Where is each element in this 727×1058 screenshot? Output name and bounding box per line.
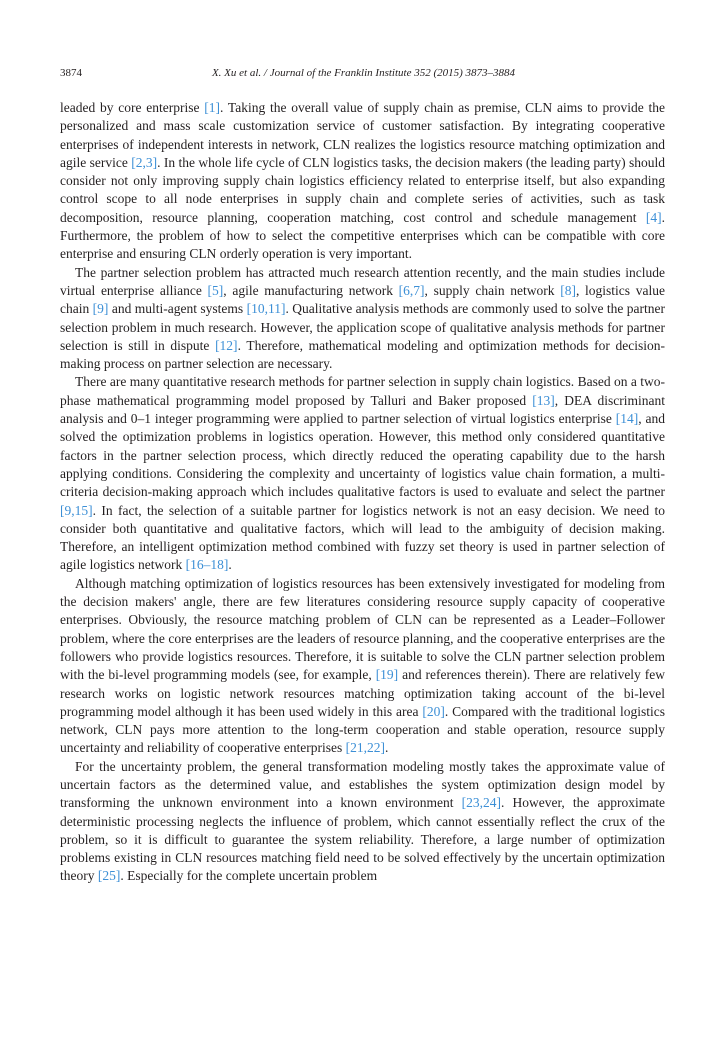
citation-link[interactable]: [2,3]	[131, 154, 158, 170]
paragraph-text: .	[228, 557, 232, 573]
citation-link[interactable]: [19]	[375, 667, 399, 683]
citation-link[interactable]: [8]	[560, 282, 576, 298]
paragraph-text: . Compared with the traditional logistics network, CLN pays more attention to the long-term cooperation and stable operation, resource supply uncertainty and reliability of cooperative enterprises	[60, 703, 666, 756]
citation-link[interactable]: [9]	[92, 301, 109, 317]
paragraph-text: . Especially for the complete uncertain problem	[120, 868, 378, 884]
running-head: X. Xu et al. / Journal of the Franklin Institute 352 (2015) 3873–3884	[211, 67, 516, 79]
citation-link[interactable]: [13]	[532, 392, 555, 408]
page-header	[60, 67, 667, 85]
paragraph-text: . However, the approximate deterministic processing neglects the influence of problem, which cannot essentially reflect the crux of the problem, so it is difficult to guarantee the system reliability. Therefore, a large number of optimization problems existing in CLN resources matching field need to be solved effectively by the uncertain optimization theory	[60, 795, 666, 884]
paragraph	[60, 758, 665, 886]
citation-link[interactable]: [1]	[204, 100, 221, 115]
paragraph-text: . Qualitative analysis methods are commonly used to solve the partner selection problem in much research. However, the application scope of qualitative analysis methods for partner selection is still in dispute	[60, 301, 666, 353]
citation-link[interactable]: [5]	[207, 282, 224, 298]
paragraph-text: , supply chain network	[424, 282, 561, 298]
citation-link[interactable]: [14]	[615, 411, 639, 427]
paragraph-text: , DEA discriminant analysis and 0–1 integer programming were applied to partner selection of virtual logistics enterprise	[60, 392, 665, 427]
citation-link[interactable]: [9,15]	[60, 502, 93, 518]
paragraph-text: leaded by core enterprise	[60, 100, 205, 115]
paragraph-text: . In the whole life cycle of CLN logistics tasks, the decision makers (the leading party) should consider not only improving supply chain logistics efficiency related to enterprise itself, but also expanding control scope to all node enterprises in supply chain and complete series of activities, such as task decomposition, resource planning, cooperation matching, cost control and schedule management	[60, 154, 665, 225]
paragraph-text: . Taking the overall value of supply chain as premise, CLN aims to provide the personalized and mass scale customization service of customer satisfaction. By integrating cooperative enterprises of independent interests in network, CLN realizes the logistics resource matching optimization and agile service	[60, 100, 665, 170]
citation-link[interactable]: [4]	[645, 209, 662, 225]
body-text	[60, 99, 665, 886]
paragraph	[60, 373, 665, 574]
paragraph-text: Although matching optimization of logistics resources has been extensively investigated for modeling from the decision makers' angle, there are few literatures considering resource supply capacity of cooperative enterprises. Obviously, the resource matching problem of CLN can be represented as a Leader–Follower problem, where the core enterprises are the leaders of resource planning, and the cooperative enterprises are the followers who provide logistics resources. Therefore, it is suitable to solve the CLN partner selection problem with the bi-level programming models (see, for example,	[60, 575, 665, 683]
paragraph-text: and multi-agent systems	[108, 301, 247, 317]
citation-link[interactable]: [23,24]	[461, 795, 501, 811]
paragraph-text: and references therein). There are relatively few research works on logistic network resources matching optimization taking account of the bi-level programming model although it has been used widely in this area	[60, 667, 665, 719]
paragraph-text: The partner selection problem has attracted much research attention recently, and the main studies include virtual enterprise alliance	[60, 264, 665, 298]
paragraph-text: .	[385, 740, 389, 756]
paragraph-text: . Furthermore, the problem of how to select the competitive enterprises which can be compatible with core enterprise and ensuring CLN orderly operation is very important.	[60, 209, 665, 262]
paragraph-text: , logistics value chain	[60, 282, 665, 317]
page-number: 3874	[60, 67, 82, 79]
paragraph	[60, 264, 665, 374]
paragraph-text: . Therefore, mathematical modeling and optimization methods for decision-making process on partner selection are necessary.	[60, 337, 665, 372]
paragraph-text: , and solved the optimization problems in logistics operation. However, this method only considered quantitative factors in the partner selection process, which directly reduced the operating capability due to the harsh applying conditions. Considering the complexity and uncertainty of logistics value chain formation, a multi-criteria decision-making approach which includes qualitative factors is used to evaluate and select the partner	[60, 411, 665, 500]
paragraph	[60, 99, 665, 264]
paragraph-text: For the uncertainty problem, the general transformation modeling mostly takes the approximate value of uncertain factors as the determined value, and establishes the system optimization design model by transforming the unknown environment into a known environment	[60, 758, 665, 811]
paragraph-text: , agile manufacturing network	[223, 282, 399, 298]
citation-link[interactable]: [12]	[215, 337, 238, 353]
citation-link[interactable]: [16–18]	[185, 557, 229, 573]
citation-link[interactable]: [10,11]	[246, 301, 286, 317]
citation-link[interactable]: [20]	[422, 703, 445, 719]
citation-link[interactable]: [6,7]	[398, 282, 425, 298]
paragraph-text: . In fact, the selection of a suitable partner for logistics network is not an easy decision. We need to consider both quantitative and qualitative factors, which will lead to the ambiguity of decision making. Therefore, an intelligent optimization method combined with fuzzy set theory is used in partner selection of agile logistics network	[60, 502, 665, 573]
citation-link[interactable]: [21,22]	[345, 740, 386, 756]
paragraph-text: There are many quantitative research methods for partner selection in supply chain logistics. Based on a two-phase mathematical programming model proposed by Talluri and Baker proposed	[60, 374, 665, 408]
paragraph	[60, 575, 665, 758]
citation-link[interactable]: [25]	[97, 868, 121, 884]
